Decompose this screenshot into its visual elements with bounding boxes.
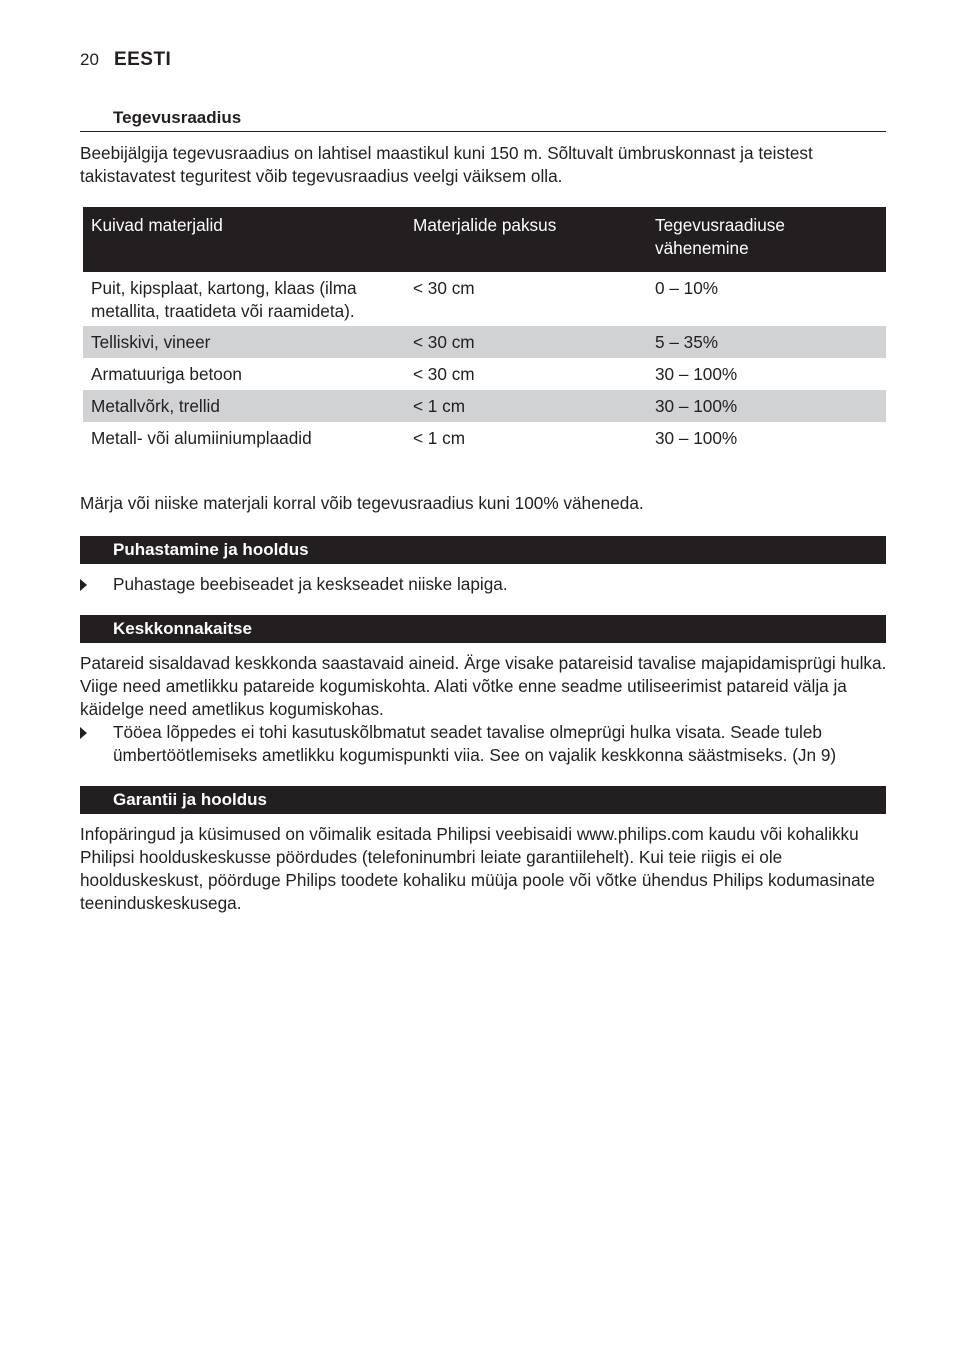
table-cell: < 30 cm	[405, 326, 647, 358]
range-table	[83, 207, 886, 454]
table-row	[83, 326, 886, 358]
table-cell: < 30 cm	[413, 364, 475, 384]
table-cell: Metallvõrk, trellid	[83, 390, 405, 422]
table-row	[83, 358, 886, 390]
table-cell: Puit, kipsplaat, kartong, klaas (ilma metallita, traatideta või raamideta).	[91, 278, 357, 321]
section-title: Keskkonnakaitse	[113, 619, 252, 638]
table-row	[83, 272, 886, 326]
page-header	[80, 49, 171, 71]
table-cell: 5 – 35%	[647, 326, 886, 358]
section-title: Garantii ja hooldus	[113, 790, 267, 809]
range-intro: Beebijälgija tegevusraadius on lahtisel maastikul kuni 150 m. Sõltuvalt ümbruskonnast ja teistest takistavatest teguritest võib tegevusraadius veelgi väiksem olla.	[80, 143, 813, 186]
language-label: EESTI	[113, 49, 172, 70]
table-cell: < 30 cm	[413, 278, 475, 298]
table-cell: Armatuuriga betoon	[91, 364, 242, 384]
table-cell: 30 – 100%	[655, 364, 738, 384]
philips-website-link[interactable]: www.philips.com	[576, 824, 704, 844]
table-header-cell: Kuivad materjalid	[83, 207, 405, 272]
table-cell: Telliskivi, vineer	[83, 326, 405, 358]
bullet-text: Tööea lõppedes ei tohi kasutuskõlbmatut seadet tavalise olmeprügi hulka visata. Seade tuleb ümbertöötlemiseks ametlikku kogumispunkti viia. See on vajalik keskkonna säästmiseks. (Jn 9)	[113, 722, 837, 765]
section-title: Puhastamine ja hooldus	[113, 540, 309, 559]
page-number: 20	[80, 50, 99, 69]
environment-text: Patareid sisaldavad keskkonda saastavaid aineid. Ärge visake patareisid tavalise majapidamisprügi hulka. Viige need ametlikku patareide kogumiskohta. Alati võtke enne seadme utiliseerimist patareid välja ja käidelge need ametlikus kogumiskohas.	[80, 653, 887, 719]
warranty-text-start: Infopäringud ja küsimused on võimalik esitada Philipsi veebisaidi	[80, 824, 577, 844]
range-note: Märja või niiske materjali korral võib tegevusraadius kuni 100% väheneda.	[80, 493, 644, 513]
table-header-cell: Tegevusraadiuse vähenemine	[647, 207, 886, 272]
bullet-icon	[80, 579, 87, 591]
table-row	[83, 390, 886, 422]
table-cell: < 1 cm	[405, 390, 647, 422]
section-heading-range	[80, 106, 886, 132]
section-heading-warranty	[80, 786, 886, 814]
warranty-text-end: kaudu või kohalikku Philipsi hoolduskeskusse pöördudes (telefoninumbri leiate garantiilehelt). Kui teie riigis ei ole hoolduskeskust, pöörduge Philips toodete kohaliku müüja poole või võtke ühendus Philips kodumasinate teeninduskeskusega.	[80, 824, 875, 913]
table-cell: 30 – 100%	[647, 390, 886, 422]
section-title: Tegevusraadius	[113, 108, 242, 127]
table-row	[83, 422, 886, 454]
table-cell: 0 – 10%	[655, 278, 719, 298]
table-cell: Metall- või alumiiniumplaadid	[91, 428, 312, 448]
table-header-cell: Materjalide paksus	[405, 207, 647, 272]
table-header-row	[83, 207, 886, 272]
bullet-icon	[80, 727, 87, 739]
bullet-text: Puhastage beebiseadet ja keskseadet niiske lapiga.	[113, 574, 508, 594]
table-cell: < 1 cm	[413, 428, 466, 448]
section-heading-cleaning	[80, 536, 886, 564]
section-heading-environment	[80, 615, 886, 643]
warranty-text	[80, 823, 892, 915]
table-cell: 30 – 100%	[655, 428, 738, 448]
